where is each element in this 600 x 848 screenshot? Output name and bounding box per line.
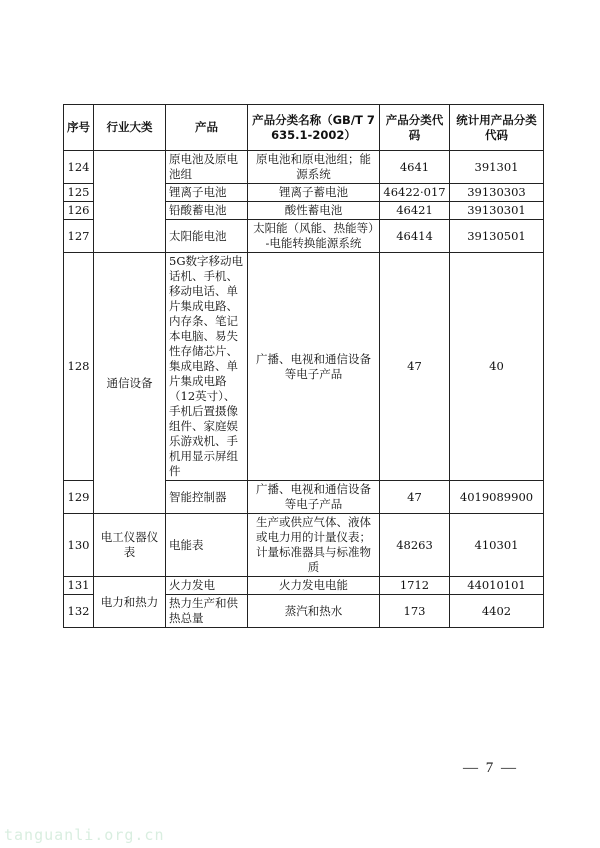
table-row xyxy=(64,577,544,595)
header-seq: 序号 xyxy=(64,105,94,151)
cell-industry: 电力和热力 xyxy=(94,577,166,628)
cell-seq: 130 xyxy=(64,514,94,577)
cell-product: 智能控制器 xyxy=(166,481,248,514)
header-product: 产品 xyxy=(166,105,248,151)
cell-category-name: 广播、电视和通信设备等电子产品 xyxy=(248,481,380,514)
cell-stat-code: 4019089900 xyxy=(450,481,544,514)
cell-seq: 127 xyxy=(64,220,94,253)
cell-category-code: 173 xyxy=(380,595,450,628)
product-catalog-table xyxy=(63,104,544,628)
cell-category-code: 47 xyxy=(380,481,450,514)
cell-seq: 124 xyxy=(64,151,94,184)
cell-seq: 131 xyxy=(64,577,94,595)
cell-category-name: 广播、电视和通信设备等电子产品 xyxy=(248,253,380,481)
header-category-code: 产品分类代码 xyxy=(380,105,450,151)
header-industry: 行业大类 xyxy=(94,105,166,151)
cell-product: 火力发电 xyxy=(166,577,248,595)
cell-seq: 132 xyxy=(64,595,94,628)
cell-category-code: 46414 xyxy=(380,220,450,253)
cell-seq: 129 xyxy=(64,481,94,514)
header-stat-code: 统计用产品分类代码 xyxy=(450,105,544,151)
table-row xyxy=(64,253,544,481)
table-header-row xyxy=(64,105,544,151)
cell-industry: 通信设备 xyxy=(94,253,166,514)
cell-category-code: 1712 xyxy=(380,577,450,595)
cell-product: 锂离子电池 xyxy=(166,184,248,202)
cell-category-name: 原电池和原电池组；能源系统 xyxy=(248,151,380,184)
cell-category-code: 46422·017 xyxy=(380,184,450,202)
cell-category-code: 46421 xyxy=(380,202,450,220)
cell-category-code: 4641 xyxy=(380,151,450,184)
cell-stat-code: 44010101 xyxy=(450,577,544,595)
cell-product: 电能表 xyxy=(166,514,248,577)
watermark: tanguanli.org.cn xyxy=(4,826,165,844)
cell-stat-code: 410301 xyxy=(450,514,544,577)
cell-stat-code: 40 xyxy=(450,253,544,481)
cell-product: 原电池及原电池组 xyxy=(166,151,248,184)
cell-stat-code: 39130303 xyxy=(450,184,544,202)
cell-seq: 126 xyxy=(64,202,94,220)
cell-stat-code: 39130501 xyxy=(450,220,544,253)
cell-category-name: 酸性蓄电池 xyxy=(248,202,380,220)
cell-industry: 电工仪器仪表 xyxy=(94,514,166,577)
cell-category-code: 48263 xyxy=(380,514,450,577)
table-row xyxy=(64,151,544,184)
cell-category-name: 火力发电电能 xyxy=(248,577,380,595)
cell-product: 热力生产和供热总量 xyxy=(166,595,248,628)
cell-category-name: 太阳能（风能、热能等）-电能转换能源系统 xyxy=(248,220,380,253)
cell-product: 5G数字移动电话机、手机、移动电话、单片集成电路、内存条、笔记本电脑、易失性存储芯片、集成电路、单片集成电路（12英寸）、手机后置摄像组件、家庭娱乐游戏机、手机用显示屏组件 xyxy=(166,253,248,481)
cell-product: 铅酸蓄电池 xyxy=(166,202,248,220)
table-row xyxy=(64,514,544,577)
cell-industry-empty xyxy=(94,151,166,253)
header-category-name: 产品分类名称（GB/T 7635.1-2002） xyxy=(248,105,380,151)
cell-stat-code: 4402 xyxy=(450,595,544,628)
cell-category-code: 47 xyxy=(380,253,450,481)
cell-stat-code: 39130301 xyxy=(450,202,544,220)
cell-category-name: 生产或供应气体、液体或电力用的计量仪表；计量标准器具与标准物质 xyxy=(248,514,380,577)
cell-seq: 125 xyxy=(64,184,94,202)
cell-seq: 128 xyxy=(64,253,94,481)
cell-category-name: 锂离子蓄电池 xyxy=(248,184,380,202)
cell-stat-code: 391301 xyxy=(450,151,544,184)
cell-category-name: 蒸汽和热水 xyxy=(248,595,380,628)
cell-product: 太阳能电池 xyxy=(166,220,248,253)
page-number: — 7 — xyxy=(463,760,518,776)
